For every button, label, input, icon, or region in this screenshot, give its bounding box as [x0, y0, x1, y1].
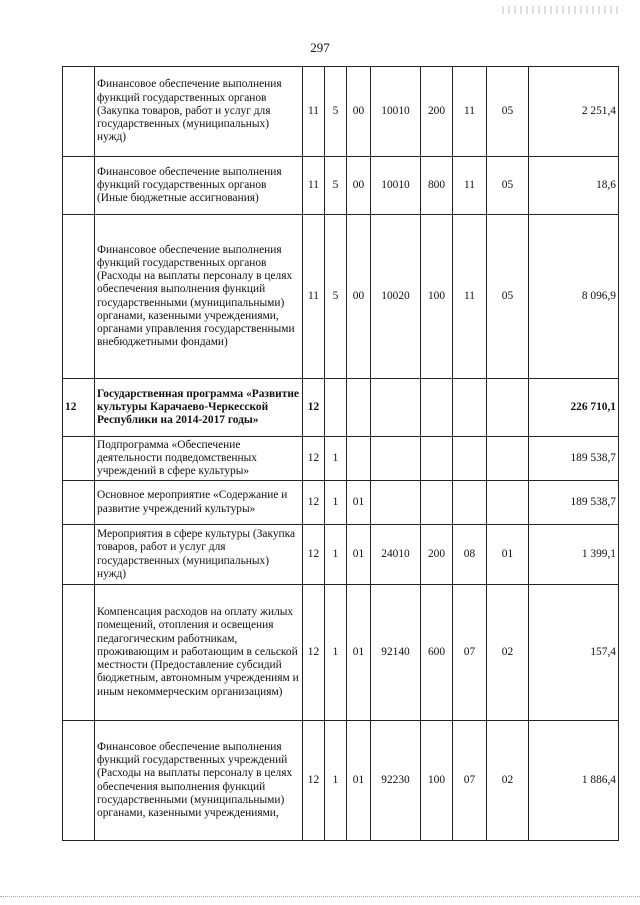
code-section: 07: [453, 721, 487, 841]
table-row: [63, 721, 619, 841]
code-subsection: [487, 437, 529, 481]
code-section: 11: [453, 157, 487, 215]
code-subsection: [487, 379, 529, 437]
table-row: [63, 379, 619, 437]
table-row: [63, 437, 619, 481]
row-sum: 1 886,4: [529, 721, 619, 841]
code-subprogram: 1: [325, 481, 347, 525]
row-sum: 18,6: [529, 157, 619, 215]
code-measure: [347, 379, 371, 437]
row-name: Мероприятия в сфере культуры (Закупка товаров, работ и услуг для государственных (муниципальных) нужд): [95, 525, 303, 585]
code-measure: 01: [347, 525, 371, 585]
code-section: [453, 379, 487, 437]
table-row: [63, 585, 619, 721]
budget-table: [62, 66, 619, 841]
code-measure: 00: [347, 215, 371, 379]
code-subsection: 05: [487, 67, 529, 157]
code-subsection: 05: [487, 215, 529, 379]
code-direction: 92140: [371, 585, 421, 721]
row-name: Финансовое обеспечение выполнения функций государственных учреждений (Расходы на выплаты персоналу в целях обеспечения выполнения функций государственными (муниципальными) органами, казенными учреждениями,: [95, 721, 303, 841]
code-expense-type: 100: [421, 215, 453, 379]
row-name: Основное мероприятие «Содержание и развитие учреждений культуры»: [95, 481, 303, 525]
code-direction: 10010: [371, 157, 421, 215]
code-subprogram: 1: [325, 721, 347, 841]
code-expense-type: [421, 481, 453, 525]
row-number: [63, 721, 95, 841]
row-sum: 1 399,1: [529, 525, 619, 585]
code-program: 12: [303, 481, 325, 525]
code-subprogram: 5: [325, 157, 347, 215]
row-sum: 226 710,1: [529, 379, 619, 437]
code-measure: [347, 437, 371, 481]
code-subsection: 02: [487, 721, 529, 841]
code-section: 11: [453, 215, 487, 379]
code-direction: [371, 437, 421, 481]
table-row: [63, 525, 619, 585]
code-measure: 00: [347, 67, 371, 157]
code-expense-type: 200: [421, 67, 453, 157]
code-measure: 00: [347, 157, 371, 215]
row-number: [63, 215, 95, 379]
code-section: 11: [453, 67, 487, 157]
code-expense-type: 600: [421, 585, 453, 721]
code-direction: 10010: [371, 67, 421, 157]
page-number: 297: [310, 40, 330, 55]
row-number: [63, 437, 95, 481]
code-expense-type: [421, 379, 453, 437]
code-subprogram: [325, 379, 347, 437]
code-program: 12: [303, 585, 325, 721]
row-sum: 157,4: [529, 585, 619, 721]
code-subprogram: 1: [325, 437, 347, 481]
scan-noise: [502, 6, 622, 14]
code-expense-type: 100: [421, 721, 453, 841]
code-program: 11: [303, 215, 325, 379]
row-name: Подпрограмма «Обеспечение деятельности подведомственных учреждений в сфере культуры»: [95, 437, 303, 481]
table-row: [63, 215, 619, 379]
code-expense-type: 800: [421, 157, 453, 215]
row-sum: 8 096,9: [529, 215, 619, 379]
code-subsection: 05: [487, 157, 529, 215]
row-name: Компенсация расходов на оплату жилых помещений, отопления и освещения педагогическим работникам, проживающим и работающим в сельской местности (Предоставление субсидий бюджетным, автономным учреждениям и иным некоммерческим организациям): [95, 585, 303, 721]
row-sum: 189 538,7: [529, 481, 619, 525]
code-program: 11: [303, 157, 325, 215]
row-name: Финансовое обеспечение выполнения функций государственных органов (Расходы на выплаты персоналу в целях обеспечения выполнения функций государственными (муниципальными) органами, казенными учреждениями, органами управления государственными внебюджетными фондами): [95, 215, 303, 379]
row-number: [63, 481, 95, 525]
code-subprogram: 5: [325, 67, 347, 157]
code-program: 11: [303, 67, 325, 157]
row-name: Финансовое обеспечение выполнения функций государственных органов (Закупка товаров, работ и услуг для государственных (муниципальных) нужд): [95, 67, 303, 157]
code-section: [453, 437, 487, 481]
code-measure: 01: [347, 585, 371, 721]
code-program: 12: [303, 525, 325, 585]
row-name: Финансовое обеспечение выполнения функций государственных органов (Иные бюджетные ассигнования): [95, 157, 303, 215]
table-row: [63, 67, 619, 157]
row-sum: 189 538,7: [529, 437, 619, 481]
row-name: Государственная программа «Развитие культуры Карачаево-Черкесской Республики на 2014-2017 годы»: [95, 379, 303, 437]
code-measure: 01: [347, 721, 371, 841]
code-expense-type: [421, 437, 453, 481]
code-subprogram: 5: [325, 215, 347, 379]
table-row: [63, 481, 619, 525]
code-subsection: 01: [487, 525, 529, 585]
code-subprogram: 1: [325, 525, 347, 585]
row-number: 12: [63, 379, 95, 437]
code-program: 12: [303, 379, 325, 437]
code-subsection: 02: [487, 585, 529, 721]
row-number: [63, 67, 95, 157]
code-expense-type: 200: [421, 525, 453, 585]
row-number: [63, 525, 95, 585]
code-section: 07: [453, 585, 487, 721]
code-measure: 01: [347, 481, 371, 525]
row-number: [63, 585, 95, 721]
table-row: [63, 157, 619, 215]
code-program: 12: [303, 437, 325, 481]
code-direction: [371, 481, 421, 525]
code-program: 12: [303, 721, 325, 841]
code-direction: 10020: [371, 215, 421, 379]
row-sum: 2 251,4: [529, 67, 619, 157]
code-direction: 92230: [371, 721, 421, 841]
scan-edge-line: [0, 896, 640, 898]
row-number: [63, 157, 95, 215]
code-subsection: [487, 481, 529, 525]
code-subprogram: 1: [325, 585, 347, 721]
code-section: [453, 481, 487, 525]
code-direction: 24010: [371, 525, 421, 585]
code-section: 08: [453, 525, 487, 585]
code-direction: [371, 379, 421, 437]
